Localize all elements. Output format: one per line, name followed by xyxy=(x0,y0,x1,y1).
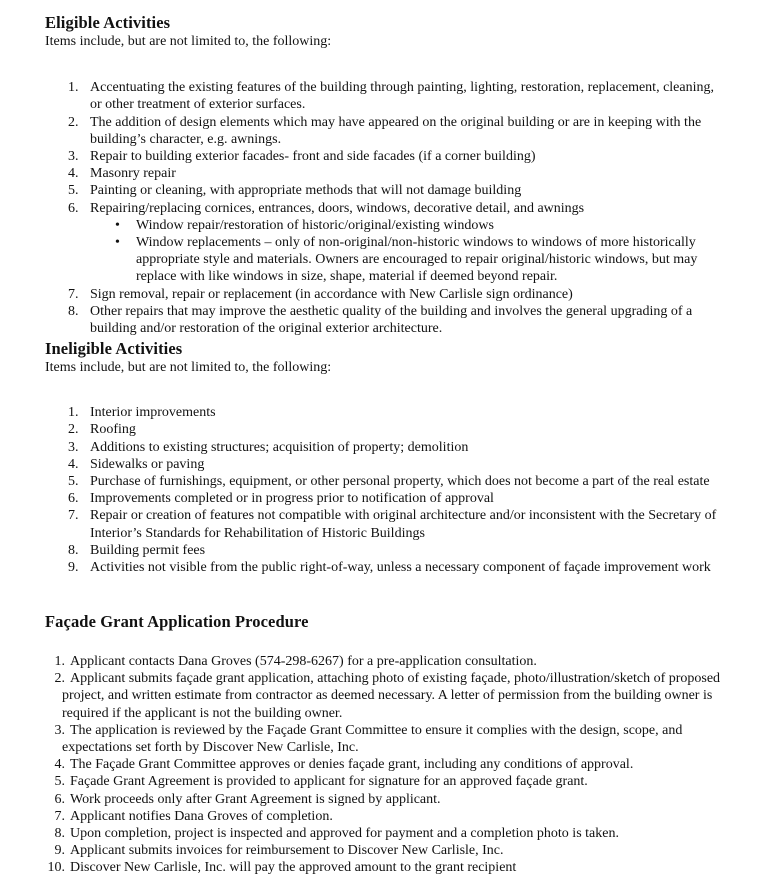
eligible-heading: Eligible Activities xyxy=(45,13,171,32)
list-item xyxy=(45,114,725,148)
ineligible-activities-section xyxy=(45,339,725,576)
step-text: Upon completion, project is inspected and approved for payment and a completion photo is taken. xyxy=(70,826,619,842)
item-number: 2. xyxy=(68,422,79,438)
item-number: 4. xyxy=(68,456,79,472)
item-number: 4. xyxy=(68,166,79,182)
bullet-icon: • xyxy=(115,235,120,251)
step-number: 2. xyxy=(54,671,65,687)
eligible-intro: Items include, but are not limited to, the following: xyxy=(45,34,332,49)
list-item xyxy=(45,456,725,473)
list-item xyxy=(45,473,725,490)
procedure-step xyxy=(45,756,725,773)
bullet-icon: • xyxy=(115,217,120,233)
item-text: Repair or creation of features not compatible with original architecture and/or inconsistent with the Secretary of Interior’s Standards for Rehabilitation of Historic Buildings xyxy=(90,508,717,541)
procedure-step xyxy=(45,670,725,722)
step-number: 1. xyxy=(54,654,65,669)
item-number: 1. xyxy=(68,80,79,96)
procedure-heading: Façade Grant Application Procedure xyxy=(45,612,309,631)
list-item xyxy=(45,542,725,559)
step-number: 4. xyxy=(54,757,65,773)
item-text: Improvements completed or in progress prior to notification of approval xyxy=(90,491,494,507)
step-number: 6. xyxy=(54,791,65,807)
step-number: 7. xyxy=(54,808,65,824)
item-text: The addition of design elements which may have appeared on the original building or are in keeping with the building’s character, e.g. awnings. xyxy=(90,114,702,147)
sub-item-text: Window replacements – only of non-original/non-historic windows to windows of more historically appropriate style and materials. Owners are encouraged to repair original/historic windows, but may replace with like windows in size, shape, material if deemed beyond repair. xyxy=(136,235,698,285)
list-item xyxy=(45,79,725,113)
step-number: 5. xyxy=(54,774,65,790)
ineligible-intro: Items include, but are not limited to, the following: xyxy=(45,360,332,375)
step-text: Work proceeds only after Grant Agreement is signed by applicant. xyxy=(70,791,441,807)
list-item xyxy=(45,182,725,199)
item-text: Sidewalks or paving xyxy=(90,456,205,472)
step-text: Applicant submits façade grant application, attaching photo of existing façade, photo/illustration/sketch of proposed project, and written estimate from contractor as deemed necessary. A letter of permission from the building owner is required if the applicant is not the building owner. xyxy=(62,671,721,721)
step-text: Façade Grant Agreement is provided to applicant for signature for an approved façade grant. xyxy=(70,774,588,790)
eligible-list xyxy=(45,79,725,217)
item-text: Masonry repair xyxy=(90,166,176,182)
item-text: Repair to building exterior facades- front and side facades (if a corner building) xyxy=(90,149,536,165)
procedure-step xyxy=(45,653,725,670)
sub-item-text: Window repair/restoration of historic/original/existing windows xyxy=(136,217,494,233)
list-item xyxy=(45,286,725,303)
list-item xyxy=(45,200,725,217)
procedure-step xyxy=(45,722,725,756)
eligible-list-continued xyxy=(45,286,725,338)
sub-list-item xyxy=(45,217,725,234)
procedure-step xyxy=(45,791,725,808)
item-text: Roofing xyxy=(90,422,136,438)
window-sublist xyxy=(45,217,725,286)
procedure-step xyxy=(45,842,725,859)
step-number: 9. xyxy=(54,843,65,859)
item-number: 8. xyxy=(68,542,79,558)
item-text: Purchase of furnishings, equipment, or other personal property, which does not become a part of the real estate xyxy=(90,474,710,490)
procedure-step xyxy=(45,773,725,790)
step-text: The application is reviewed by the Façade Grant Committee to ensure it complies with the design, scope, and expectations set forth by Discover New Carlisle, Inc. xyxy=(62,722,683,756)
item-text: Interior improvements xyxy=(90,405,216,421)
list-item xyxy=(45,421,725,438)
step-text: Applicant submits invoices for reimbursement to Discover New Carlisle, Inc. xyxy=(70,843,504,859)
item-text: Repairing/replacing cornices, entrances, doors, windows, decorative detail, and awnings xyxy=(90,200,585,216)
procedure-step xyxy=(45,825,725,842)
list-item xyxy=(45,559,725,576)
step-number: 3. xyxy=(54,722,65,738)
item-number: 2. xyxy=(68,114,79,130)
ineligible-list xyxy=(45,404,725,576)
procedure-steps xyxy=(45,653,725,877)
item-text: Sign removal, repair or replacement (in accordance with New Carlisle sign ordinance) xyxy=(90,286,573,302)
list-item xyxy=(45,490,725,507)
list-item xyxy=(45,148,725,165)
item-text: Activities not visible from the public right-of-way, unless a necessary component of façade improvement work xyxy=(90,560,711,576)
item-number: 6. xyxy=(68,491,79,507)
item-text: Additions to existing structures; acquisition of property; demolition xyxy=(90,439,469,455)
item-number: 7. xyxy=(68,286,79,302)
step-text: The Façade Grant Committee approves or denies façade grant, including any conditions of approval. xyxy=(70,757,634,773)
ineligible-heading: Ineligible Activities xyxy=(45,339,183,358)
item-number: 6. xyxy=(68,200,79,216)
item-number: 5. xyxy=(68,474,79,490)
item-text: Other repairs that may improve the aesthetic quality of the building and involves the general upgrading of a building and/or restoration of the original exterior architecture. xyxy=(90,303,693,337)
step-number: 8. xyxy=(54,826,65,842)
item-number: 5. xyxy=(68,183,79,199)
sub-list-item xyxy=(45,234,725,286)
step-text: Discover New Carlisle, Inc. will pay the approved amount to the grant recipient xyxy=(70,860,517,876)
application-procedure-section xyxy=(45,612,725,877)
list-item xyxy=(45,303,725,337)
item-number: 3. xyxy=(68,439,79,455)
procedure-step xyxy=(45,808,725,825)
item-text: Painting or cleaning, with appropriate methods that will not damage building xyxy=(90,183,522,199)
step-number: 10. xyxy=(47,860,65,876)
item-number: 8. xyxy=(68,303,79,319)
item-number: 7. xyxy=(68,508,79,524)
eligible-activities-section xyxy=(45,13,725,337)
item-text: Building permit fees xyxy=(90,542,206,558)
list-item xyxy=(45,439,725,456)
list-item xyxy=(45,404,725,421)
item-number: 1. xyxy=(68,405,79,421)
list-item xyxy=(45,507,725,541)
step-text: Applicant contacts Dana Groves (574-298-6267) for a pre-application consultation. xyxy=(70,654,537,669)
item-number: 9. xyxy=(68,560,79,576)
procedure-step xyxy=(45,859,725,876)
item-text: Accentuating the existing features of the building through painting, lighting, restoration, replacement, cleaning, or other treatment of exterior surfaces. xyxy=(90,80,714,113)
item-number: 3. xyxy=(68,149,79,165)
list-item xyxy=(45,165,725,182)
step-text: Applicant notifies Dana Groves of completion. xyxy=(70,808,333,824)
